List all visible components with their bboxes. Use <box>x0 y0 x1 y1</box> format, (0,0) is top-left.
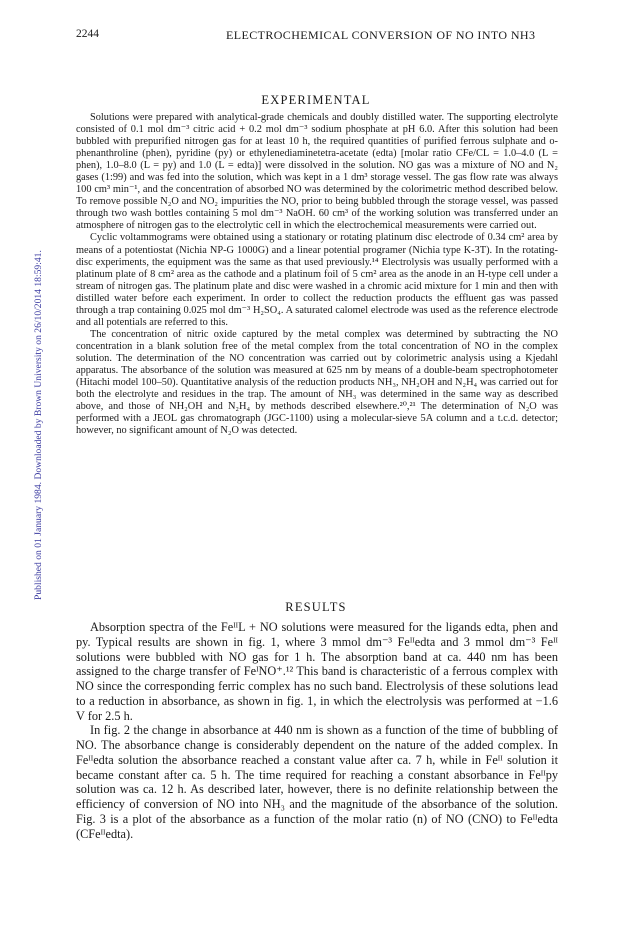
download-note: Published on 01 January 1984. Downloaded by Brown University on 26/10/2014 18:59:41. <box>33 250 44 600</box>
results-section <box>76 620 558 841</box>
experimental-heading: EXPERIMENTAL <box>261 93 371 107</box>
page-number: 2244 <box>76 28 99 40</box>
results-paragraph: Absorption spectra of the FeᴵᴵL + NO solutions were measured for the ligands edta, phen and py. Typical results are shown in fig. 1, where 3 mmol dm⁻³ Feᴵᴵedta and 3 mmol dm⁻³ Feᴵᴵ solutions were bubbled with NO gas for 1 h. The absorption band at ca. 440 nm has been assigned to the charge transfer of FeᴵNO⁺.¹² This band is characteristic of a ferrous complex with NO since the corresponding ferric complex has no such band. Electrolysis of these solutions lead to a reduction in absorbance, as shown in fig. 1, in which the electrolysis was performed at −1.6 V for 2.5 h. <box>76 620 558 723</box>
download-sidebar <box>31 120 49 600</box>
experimental-paragraph: Cyclic voltammograms were obtained using a stationary or rotating platinum disc electrode of 0.34 cm² area by means of a potentiostat (Nichia NP-G 1000G) and a linear potential programer (Nichia type K-3T). In the rotating-disc experiments, the equipment was the same as that used previously.¹⁴ Electrolysis was usually performed with a platinum plate of 8 cm² area as the cathode and a platinum foil of 5 cm² area as the anode in an H-type cell under a stream of nitrogen gas. The platinum plate and disc were washed in a chromic acid mixture for 1 min and then with distilled water before each experiment. In order to collect the reduction products the effluent gas was passed through a trap containing 0.025 mol dm⁻³ H₂SO₄. A saturated calomel electrode was used as the reference electrode and all potentials are referred to this. <box>76 232 558 328</box>
experimental-section <box>76 112 558 437</box>
running-title: ELECTROCHEMICAL CONVERSION OF NO INTO NH3 <box>226 28 536 42</box>
experimental-paragraph: The concentration of nitric oxide captured by the metal complex was determined by subtracting the NO concentration in a blank solution free of the metal complex from the total concentration of NO in the complex solution. The determination of the NO concentration was carried out by colorimetric analysis using a Kjedahl apparatus. The absorbance of the solution was measured at 625 nm by means of a double-beam spectrophotometer (Hitachi model 100–50). Quantitative analysis of the reduction products NH₃, NH₂OH and N₂H₄ was carried out for both the electrolyte and residues in the trap. The amount of NH₃ was determined in the same way as described above, and those of NH₂OH and N₂H₄ by methods described elsewhere.²⁰,²¹ The determination of N₂O was performed with a JEOL gas chromatograph (JGC-1100) using a molecular-sieve 5A column and a t.c.d. detector; however, no significant amount of N₂O was detected. <box>76 328 558 437</box>
experimental-paragraph: Solutions were prepared with analytical-grade chemicals and doubly distilled water. The supporting electrolyte consisted of 0.1 mol dm⁻³ citric acid + 0.2 mol dm⁻³ sodium phosphate at pH 6.0. After this solution had been bubbled with prepurified nitrogen gas for at least 10 h, the required quantities of purified ferrous sulphate and o-phenanthroline (phen), pyridine (py) or ethylenediaminetetra-acetate (edta) [molar ratio CFe/CL = 1.0–4.0 (L = phen), 1.0–8.0 (L = py) and 1.0 (L = edta)] were dissolved in the solution. NO gas was a mixture of NO and N₂ gases (1:99) and was fed into the solution, which was kept in a 1 dm³ storage vessel. The gas flow rate was always 100 cm³ min⁻¹, and the concentration of absorbed NO was determined by the colorimetric method described below. To remove possible N₂O and NO₂ impurities the NO, prior to being bubbled through the storage vessel, was passed through two wash bottles containing 5 mol dm⁻³ NaOH. 60 cm³ of the working solution was transferred under an atmosphere of nitrogen gas to the electrolytic cell in which the electrochemical measurements were carried out. <box>76 112 558 232</box>
results-paragraph: In fig. 2 the change in absorbance at 440 nm is shown as a function of the time of bubbling of NO. The absorbance change is considerably dependent on the nature of the added complex. In Feᴵᴵedta solution the absorbance reached a constant value after ca. 7 h, while in Feᴵᴵ solution it became constant after ca. 5 h. The time required for reaching a constant absorbance in Feᴵᴵpy solution was ca. 12 h. As described later, however, there is no definite relationship between the efficiency of conversion of NO into NH₃ and the magnitude of the absorbance of the solution. Fig. 3 is a plot of the absorbance as a function of the molar ratio (n) of NO (CNO) to Feᴵᴵedta (CFeᴵᴵedta). <box>76 723 558 841</box>
results-heading: RESULTS <box>285 600 347 614</box>
